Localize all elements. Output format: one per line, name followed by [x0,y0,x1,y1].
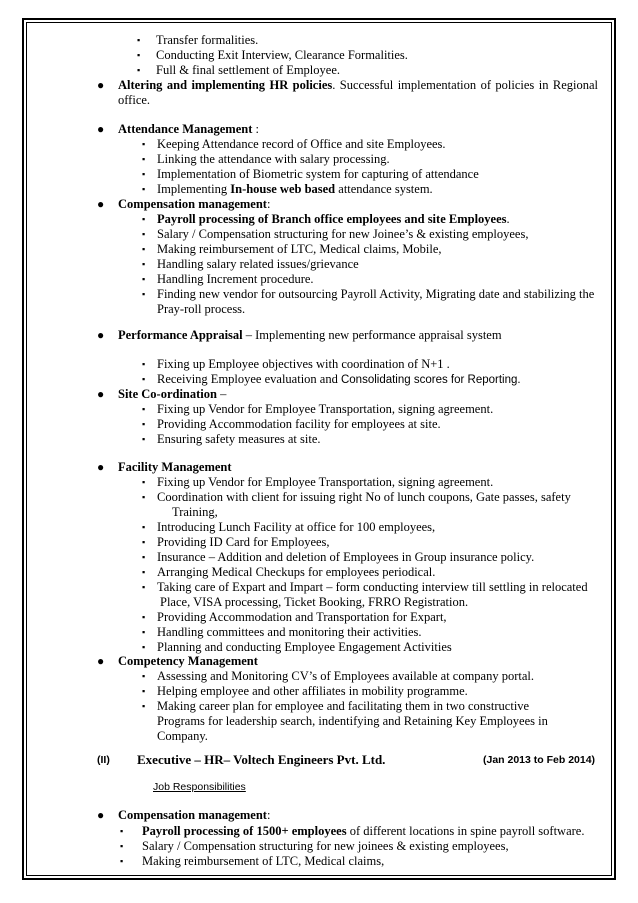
bullet-icon: ● [97,808,105,822]
bullet-icon: ● [97,387,105,401]
list-item: Providing Accommodation and Transportation for Expart, [157,610,447,624]
section-heading: Site Co-ordination [118,387,217,401]
square-bullet-icon: ▪ [142,419,146,429]
square-bullet-icon: ▪ [142,567,146,577]
square-bullet-icon: ▪ [142,612,146,622]
section-compensation: Compensation management: [118,197,271,211]
list-item: Payroll processing of 1500+ employees of different locations in spine payroll software. [142,824,585,838]
list-item: Finding new vendor for outsourcing Payroll Activity, Migrating date and stabilizing the [157,287,595,301]
square-bullet-icon: ▪ [142,404,146,414]
square-bullet-icon: ▪ [137,65,141,75]
list-item-continuation: Company. [157,729,208,743]
list-item-continuation: Programs for leadership search, indentifying and Retaining Key Employees in [157,714,548,728]
list-item: Salary / Compensation structuring for new joinees & existing employees, [142,839,509,853]
section-heading: Competency Management [118,654,258,668]
section-altering-hr-policies [118,78,598,93]
list-item: Fixing up Vendor for Employee Transportation, signing agreement. [157,402,494,416]
square-bullet-icon: ▪ [142,582,146,592]
list-item: Coordination with client for issuing right No of lunch coupons, Gate passes, safety [157,490,571,504]
list-item: Handling salary related issues/grievance [157,257,359,271]
square-bullet-icon: ▪ [142,642,146,652]
list-item: Full & final settlement of Employee. [156,63,340,77]
list-item: Taking care of Expart and Impart – form conducting interview till settling in relocated [157,580,588,594]
list-item: Implementation of Biometric system for capturing of attendance [157,167,479,181]
square-bullet-icon: ▪ [142,434,146,444]
square-bullet-icon: ▪ [142,374,146,384]
list-item: Making reimbursement of LTC, Medical claims, Mobile, [157,242,442,256]
square-bullet-icon: ▪ [142,522,146,532]
bullet-icon: ● [97,460,105,474]
list-item: Handling committees and monitoring their activities. [157,625,422,639]
square-bullet-icon: ▪ [120,841,124,851]
section-attendance: Attendance Management : [118,122,259,136]
bullet-icon: ● [97,328,105,342]
list-item: Insurance – Addition and deletion of Employees in Group insurance policy. [157,550,535,564]
list-item: Conducting Exit Interview, Clearance Formalities. [156,48,408,62]
list-item: Assessing and Monitoring CV’s of Employees available at company portal. [157,669,535,683]
section-heading: Performance Appraisal [118,328,243,342]
section-text: . Successful implementation of policies in Regional [332,78,599,92]
list-item-continuation: Place, VISA processing, Ticket Booking, FRRO Registration. [160,595,469,609]
square-bullet-icon: ▪ [142,627,146,637]
list-item: Making career plan for employee and facilitating them in two constructive [157,699,530,713]
list-item: Arranging Medical Checkups for employees periodical. [157,565,436,579]
square-bullet-icon: ▪ [142,477,146,487]
list-item-continuation: Training, [172,505,218,519]
job-title: Executive – HR– Voltech Engineers Pvt. Ltd. [137,752,386,767]
list-item: Helping employee and other affiliates in mobility programme. [157,684,468,698]
square-bullet-icon: ▪ [142,244,146,254]
job-number: (II) [97,754,110,766]
section-heading: Compensation management [118,197,267,211]
square-bullet-icon: ▪ [142,686,146,696]
list-item: Ensuring safety measures at site. [157,432,321,446]
square-bullet-icon: ▪ [142,671,146,681]
section-text: office. [118,93,151,107]
square-bullet-icon: ▪ [142,229,146,239]
job-responsibilities-label: Job Responsibilities [153,781,246,793]
list-item: Implementing In-house web based attendance system. [157,182,433,196]
square-bullet-icon: ▪ [142,169,146,179]
section-site-coordination: Site Co-ordination – [118,387,227,401]
square-bullet-icon: ▪ [120,826,124,836]
list-item: Fixing up Employee objectives with coordination of N+1 . [157,357,450,371]
square-bullet-icon: ▪ [142,259,146,269]
square-bullet-icon: ▪ [142,154,146,164]
square-bullet-icon: ▪ [137,50,141,60]
bullet-icon: ● [97,78,105,92]
square-bullet-icon: ▪ [142,184,146,194]
bullet-icon: ● [97,654,105,668]
square-bullet-icon: ▪ [142,492,146,502]
section-compensation: Compensation management: [118,808,271,822]
list-item: Linking the attendance with salary processing. [157,152,390,166]
section-heading: Compensation management [118,808,267,822]
square-bullet-icon: ▪ [142,274,146,284]
job-period: (Jan 2013 to Feb 2014) [483,754,596,766]
list-item: Salary / Compensation structuring for new Joinee’s & existing employees, [157,227,529,241]
section-heading: Facility Management [118,460,232,474]
square-bullet-icon: ▪ [137,35,141,45]
list-item-continuation: Pray-roll process. [157,302,246,316]
section-heading: Attendance Management [118,122,253,136]
square-bullet-icon: ▪ [142,701,146,711]
list-item: Payroll processing of Branch office employees and site Employees. [157,212,510,226]
square-bullet-icon: ▪ [142,537,146,547]
square-bullet-icon: ▪ [142,359,146,369]
list-item: Making reimbursement of LTC, Medical claims, [142,854,385,868]
list-item: Handling Increment procedure. [157,272,314,286]
square-bullet-icon: ▪ [120,856,124,866]
list-item: Planning and conducting Employee Engagement Activities [157,640,452,654]
bullet-icon: ● [97,197,105,211]
list-item: Fixing up Vendor for Employee Transportation, signing agreement. [157,475,494,489]
square-bullet-icon: ▪ [142,552,146,562]
list-item: Introducing Lunch Facility at office for 100 employees, [157,520,436,534]
square-bullet-icon: ▪ [142,139,146,149]
bullet-icon: ● [97,122,105,136]
list-item: Keeping Attendance record of Office and site Employees. [157,137,446,151]
list-item: Transfer formalities. [156,33,259,47]
section-heading: Altering and implementing HR policies [118,78,333,92]
section-performance: Performance Appraisal – Implementing new performance appraisal system [118,328,502,342]
list-item: Providing Accommodation facility for employees at site. [157,417,441,431]
list-item: Providing ID Card for Employees, [157,535,330,549]
square-bullet-icon: ▪ [142,214,146,224]
square-bullet-icon: ▪ [142,289,146,299]
list-item: Receiving Employee evaluation and Consolidating scores for Reporting. [157,372,521,386]
